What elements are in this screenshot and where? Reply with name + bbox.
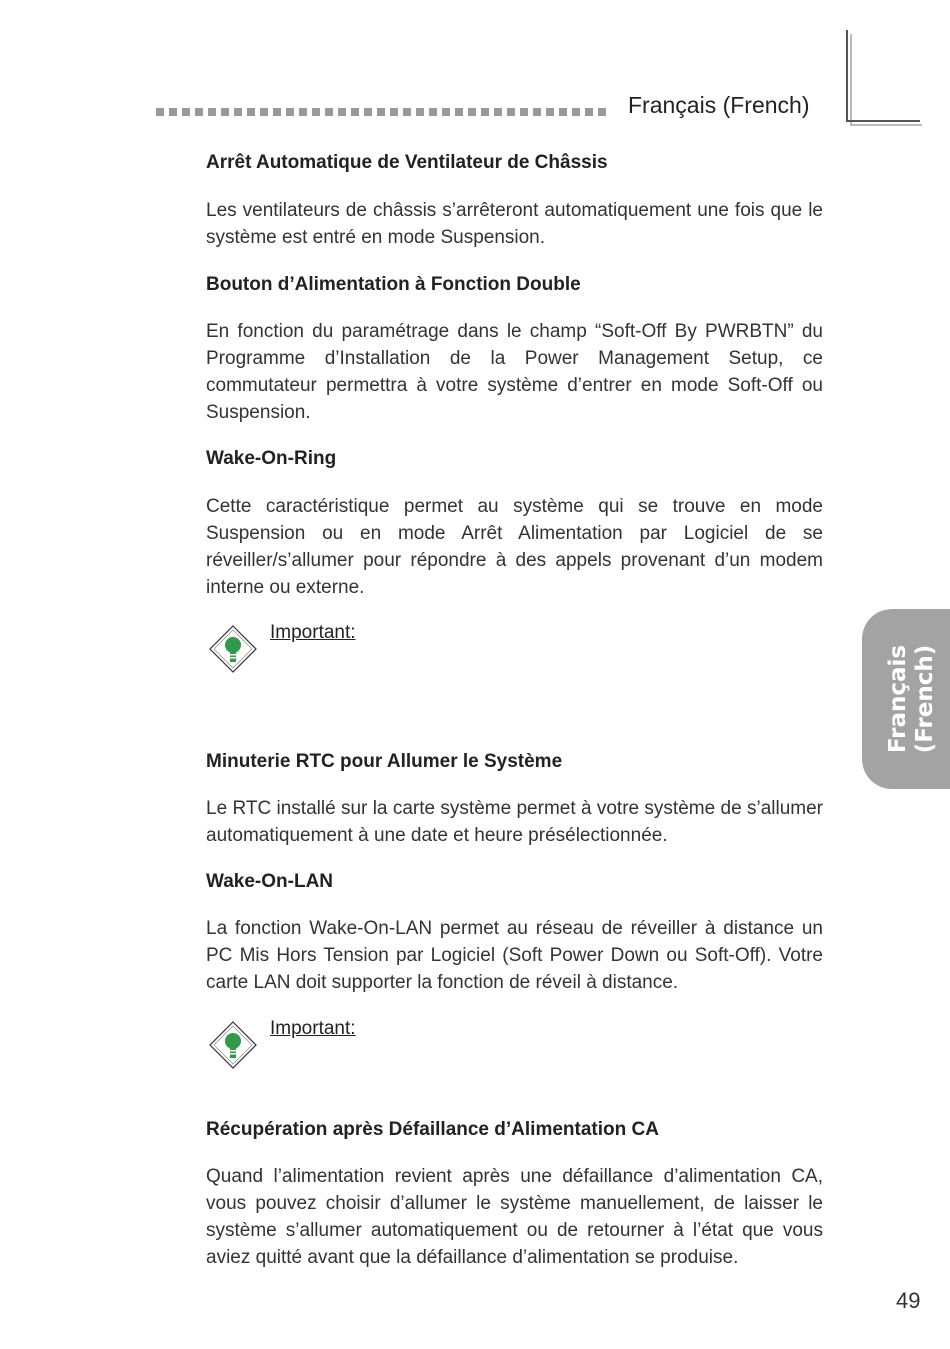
header-dot: [377, 108, 385, 116]
section-dual-power-button: [206, 272, 823, 426]
section-body: La fonction Wake-On-LAN permet au réseau de réveiller à distance un PC Mis Hors Tension par Logiciel (Soft Power Down ou Soft-Off). Votre carte LAN doit supporter la fonction de réveil à distance.: [206, 918, 823, 993]
section-body: Quand l’alimentation revient après une défaillance d’alimentation CA, vous pouvez choisir d’allumer le système manuellement, de laisser le système s’allumer automatiquement ou de retourner à l’état que vous aviez quitté avant que la défaillance d’alimentation se produise.: [206, 1166, 823, 1268]
important-note: [206, 622, 823, 682]
header-dot: [286, 108, 294, 116]
header-dot: [247, 108, 255, 116]
header-dotted-rule: [156, 108, 618, 118]
section-rtc-timer: [206, 749, 823, 849]
important-label: Important:: [270, 622, 356, 643]
language-side-tab: [862, 609, 950, 789]
section-wake-on-ring: [206, 446, 823, 601]
section-heading: Arrêt Automatique de Ventilateur de Châssis: [206, 152, 608, 173]
header-dot: [208, 108, 216, 116]
header-dot: [195, 108, 203, 116]
corner-crop-mark: [846, 30, 920, 122]
section-body: En fonction du paramétrage dans le champ “Soft-Off By PWRBTN” du Programme d’Installation de la Power Management Setup, ce commutateur permettra à votre système d’entrer en mode Soft-Off ou Suspension.: [206, 321, 823, 423]
header-dot: [299, 108, 307, 116]
section-fan-auto-off: [206, 150, 823, 251]
important-note: [206, 1018, 823, 1078]
header-dot: [598, 108, 606, 116]
section-body: Le RTC installé sur la carte système permet à votre système de s’allumer automatiquement à une date et heure présélectionnée.: [206, 798, 823, 846]
section-wake-on-lan: [206, 869, 823, 996]
lightbulb-diamond-icon: [208, 1020, 258, 1070]
header-dot: [403, 108, 411, 116]
important-label: Important:: [270, 1018, 356, 1039]
section-heading: Minuterie RTC pour Allumer le Système: [206, 751, 563, 772]
header-dot: [585, 108, 593, 116]
header-dot: [273, 108, 281, 116]
side-tab-line1: Français: [885, 644, 911, 754]
header-dot: [338, 108, 346, 116]
section-body: Les ventilateurs de châssis s’arrêteront automatiquement une fois que le système est entré en mode Suspension.: [206, 200, 823, 248]
header-dot: [325, 108, 333, 116]
header-dot: [156, 108, 164, 116]
section-heading: Wake-On-Ring: [206, 448, 337, 469]
header-dot: [234, 108, 242, 116]
header-dot: [416, 108, 424, 116]
section-ac-power-recovery: [206, 1117, 823, 1271]
header-dot: [182, 108, 190, 116]
header-dot: [442, 108, 450, 116]
section-heading: Bouton d’Alimentation à Fonction Double: [206, 274, 581, 295]
header-dot: [546, 108, 554, 116]
header-dot: [533, 108, 541, 116]
header-dot: [169, 108, 177, 116]
page-header-title: Français (French): [628, 92, 810, 118]
section-heading: Récupération après Défaillance d’Alimentation CA: [206, 1119, 659, 1140]
header-dot: [221, 108, 229, 116]
header-dot: [481, 108, 489, 116]
header-dot: [455, 108, 463, 116]
section-heading: Wake-On-LAN: [206, 871, 334, 892]
header-dot: [520, 108, 528, 116]
page-number: 49: [896, 1288, 921, 1313]
side-tab-line2: (French): [912, 644, 938, 754]
header-dot: [507, 108, 515, 116]
header-dot: [312, 108, 320, 116]
header-dot: [351, 108, 359, 116]
header-dot: [390, 108, 398, 116]
header-dot: [494, 108, 502, 116]
header-dot: [572, 108, 580, 116]
side-tab-label: [885, 645, 939, 754]
header-dot: [468, 108, 476, 116]
section-body: Cette caractéristique permet au système qui se trouve en mode Suspension ou en mode Arrêt Alimentation par Logiciel de se réveiller/s’allumer pour répondre à des appels provenant d’un modem interne ou externe.: [206, 496, 823, 598]
lightbulb-diamond-icon: [208, 624, 258, 674]
header-dot: [559, 108, 567, 116]
header-dot: [429, 108, 437, 116]
header-dot: [364, 108, 372, 116]
header-dot: [260, 108, 268, 116]
